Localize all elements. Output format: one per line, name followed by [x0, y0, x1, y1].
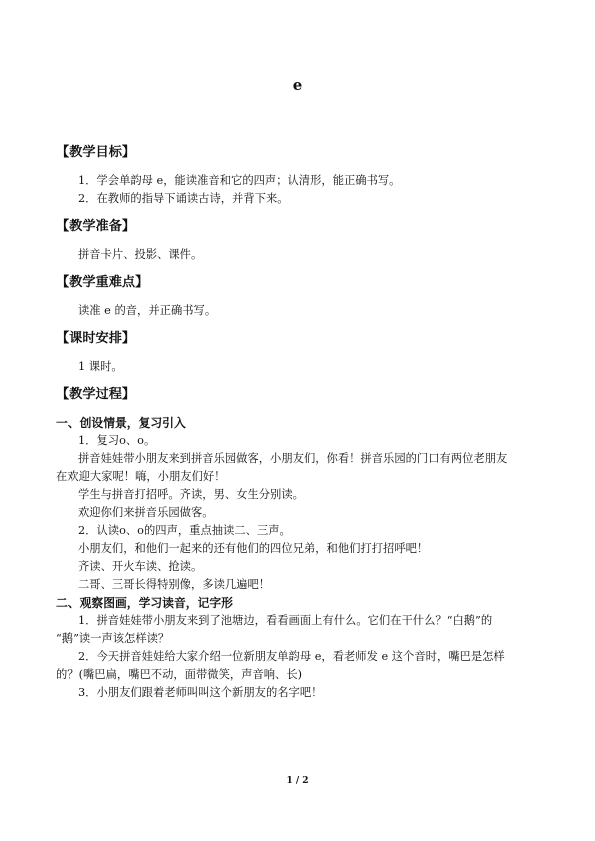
- page-number: 1 / 2: [286, 776, 309, 786]
- schedule-line: 1 课时。: [78, 360, 123, 373]
- spacer: [56, 292, 536, 302]
- spacer: [56, 236, 536, 246]
- process-line: 欢迎你们来拼音乐园做客。: [78, 506, 214, 519]
- process-line: 拼音娃娃带小朋友来到拼音乐园做客，小朋友们，你看！拼音乐园的门口有两位老朋友: [78, 452, 508, 465]
- process-line: 2．今天拼音娃娃给大家介绍一位新朋友单韵母 e，看老师发 e 这个音时，嘴巴是怎样: [78, 650, 505, 663]
- process-line: 1．复习o、o。: [78, 434, 156, 447]
- keypoints-line: 读准 e 的音，并正确书写。: [78, 304, 217, 317]
- goal-line: 1．学会单韵母 e，能读准音和它的四声；认清形，能正确书写。: [78, 174, 401, 187]
- spacer: [56, 208, 536, 218]
- document-content: [56, 144, 536, 702]
- process-line: 3．小朋友们跟着老师叫叫这个新朋友的名字吧！: [78, 686, 323, 699]
- section-heading-process: 【教学过程】: [56, 387, 136, 402]
- document-title: e: [292, 76, 303, 94]
- spacer: [56, 348, 536, 358]
- process-line: 1．拼音娃娃带小朋友来到了池塘边，看看画面上有什么。它们在干什么？“白鹅”的: [78, 614, 493, 627]
- spacer: [56, 404, 536, 414]
- process-line: 2．认读o、o的四声，重点抽读二、三声。: [78, 524, 291, 537]
- spacer: [56, 162, 536, 172]
- goal-line: 2．在教师的指导下诵读古诗，并背下来。: [78, 192, 289, 205]
- process-part-title: 二、观察图画，学习读音，记字形: [56, 596, 233, 610]
- process-line: 小朋友们，和他们一起来的还有他们的四位兄弟，和他们打打招呼吧！: [78, 542, 429, 555]
- process-line: 齐读、开火车读、抢读。: [78, 560, 203, 573]
- section-heading-keypoints: 【教学重难点】: [56, 275, 149, 290]
- process-line: “鹅”读一声该怎样读？: [56, 632, 170, 645]
- section-heading-prep: 【教学准备】: [56, 219, 136, 234]
- process-line: 学生与拼音打招呼。齐读，男、女生分别读。: [78, 488, 304, 501]
- process-part-title: 一、创设情景，复习引入: [56, 416, 186, 430]
- process-line: 在欢迎大家呢！嗨，小朋友们好！: [56, 470, 226, 483]
- spacer: [56, 376, 536, 386]
- process-line: 的？(嘴巴扁，嘴巴不动，面带微笑，声音响、长): [56, 668, 303, 681]
- prep-line: 拼音卡片、投影、课件。: [78, 248, 203, 261]
- spacer: [56, 264, 536, 274]
- spacer: [56, 320, 536, 330]
- section-heading-goals: 【教学目标】: [56, 145, 136, 160]
- section-heading-schedule: 【课时安排】: [56, 331, 136, 346]
- process-line: 二哥、三哥长得特别像，多读几遍吧！: [78, 578, 271, 591]
